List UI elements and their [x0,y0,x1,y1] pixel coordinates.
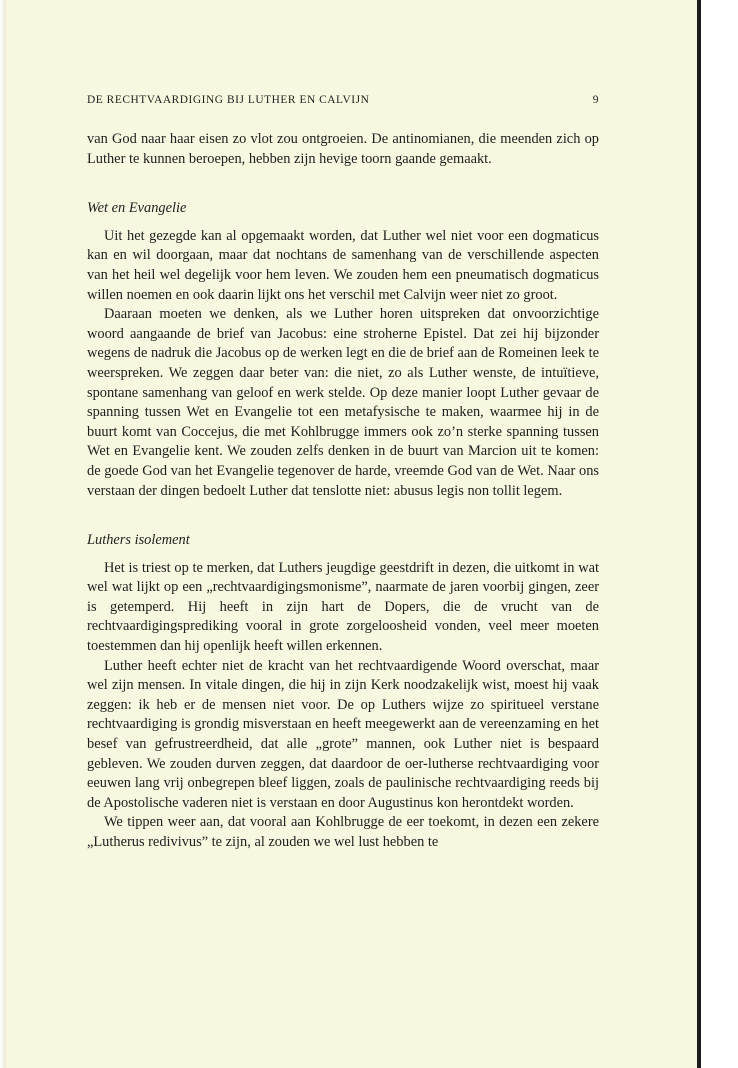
page-content [87,91,599,853]
paragraph: Daaraan moeten we denken, als we Luther horen uitspreken dat onvoorzichtige woord aangaande de brief van Jacobus: eine stroherne Epistel. Dat zei hij bijzonder wegens de nadruk die Jacobus op de werken legt en die de brief aan de Romeinen leek te weerspreken. We zeggen daar beter van: die niet, zo als Luther wenste, de intuïtieve, spontane samenhang van geloof en werk stelde. Op deze manier loopt Luther gevaar de spanning tussen Wet en Evangelie tot een metafysische te maken, waarmee hij in de buurt komt van Coccejus, die met Kohlbrugge immers ook zo’n sterke spanning tussen Wet en Evangelie kent. We zouden zelfs denken in de buurt van Marcion uit te komen: de goede God van het Evangelie tegenover de harde, vreemde God van de Wet. Naar ons verstaan der dingen bedoelt Luther dat tenslotte niet: abusus legis non tollit legem. [87,306,599,499]
section-heading-luthers-isolement: Luthers isolement [87,532,190,549]
scan-margin [701,0,738,1068]
paragraph: Het is triest op te merken, dat Luthers jeugdige geestdrift in dezen, die uitkomt in wat wel wat lijkt op een „rechtvaardigingsmonisme”, naarmate de jaren voorbij gingen, zeer is getemperd. Hij heeft in zijn hart de Dopers, die de vrucht van de rechtvaardigingsprediking vooral in grote zorgeloosheid vonden, veel meer moeten toestemmen dan hij openlijk heeft willen erkennen. [87,559,599,655]
section-heading-wet-en-evangelie: Wet en Evangelie [87,200,187,217]
paragraph-continuation: van God naar haar eisen zo vlot zou ontgroeien. De antinomianen, die meenden zich op Luther te kunnen beroepen, hebben zijn hevige toorn gaande gemaakt. [87,131,599,167]
running-head-title: DE RECHTVAARDIGING BIJ LUTHER EN CALVIJN [87,94,370,106]
running-head [87,91,599,110]
page-number: 9 [592,94,599,106]
paragraph: Uit het gezegde kan al opgemaakt worden, dat Luther wel niet voor een dogmaticus kan en wil doorgaan, maar dat nochtans de samenhang van de verschillende aspecten van het heil wel degelijk voor hem leven. We zouden hem een pneumatisch dogmaticus willen noemen en ook daarin lijkt ons het verschil met Calvijn weer niet zo groot. [87,227,599,303]
paragraph: Luther heeft echter niet de kracht van het rechtvaardigende Woord overschat, maar wel zijn mensen. In vitale dingen, die hij in zijn Kerk noodzakelijk wist, moest hij vaak zeggen: ik heb er de mensen niet voor. De op Luthers wijze zo spiritueel verstane rechtvaardiging is grondig misverstaan en heeft meegewerkt aan de vereenzaming en het besef van gefrustreerdheid, dat alle „grote” mannen, ook Luther niet is bespaard gebleven. We zouden durven zeggen, dat daardoor de oer-lutherse rechtvaardiging voor eeuwen lang vrij onbegrepen bleef liggen, zoals de paulinische rechtvaardiging reeds bij de Apostolische vaderen niet is verstaan en door Augustinus kon herontdekt worden. [87,657,599,811]
paragraph: We tippen weer aan, dat vooral aan Kohlbrugge de eer toekomt, in dezen een zekere „Lutherus redivivus” te zijn, al zouden we wel lust hebben te [87,814,599,850]
